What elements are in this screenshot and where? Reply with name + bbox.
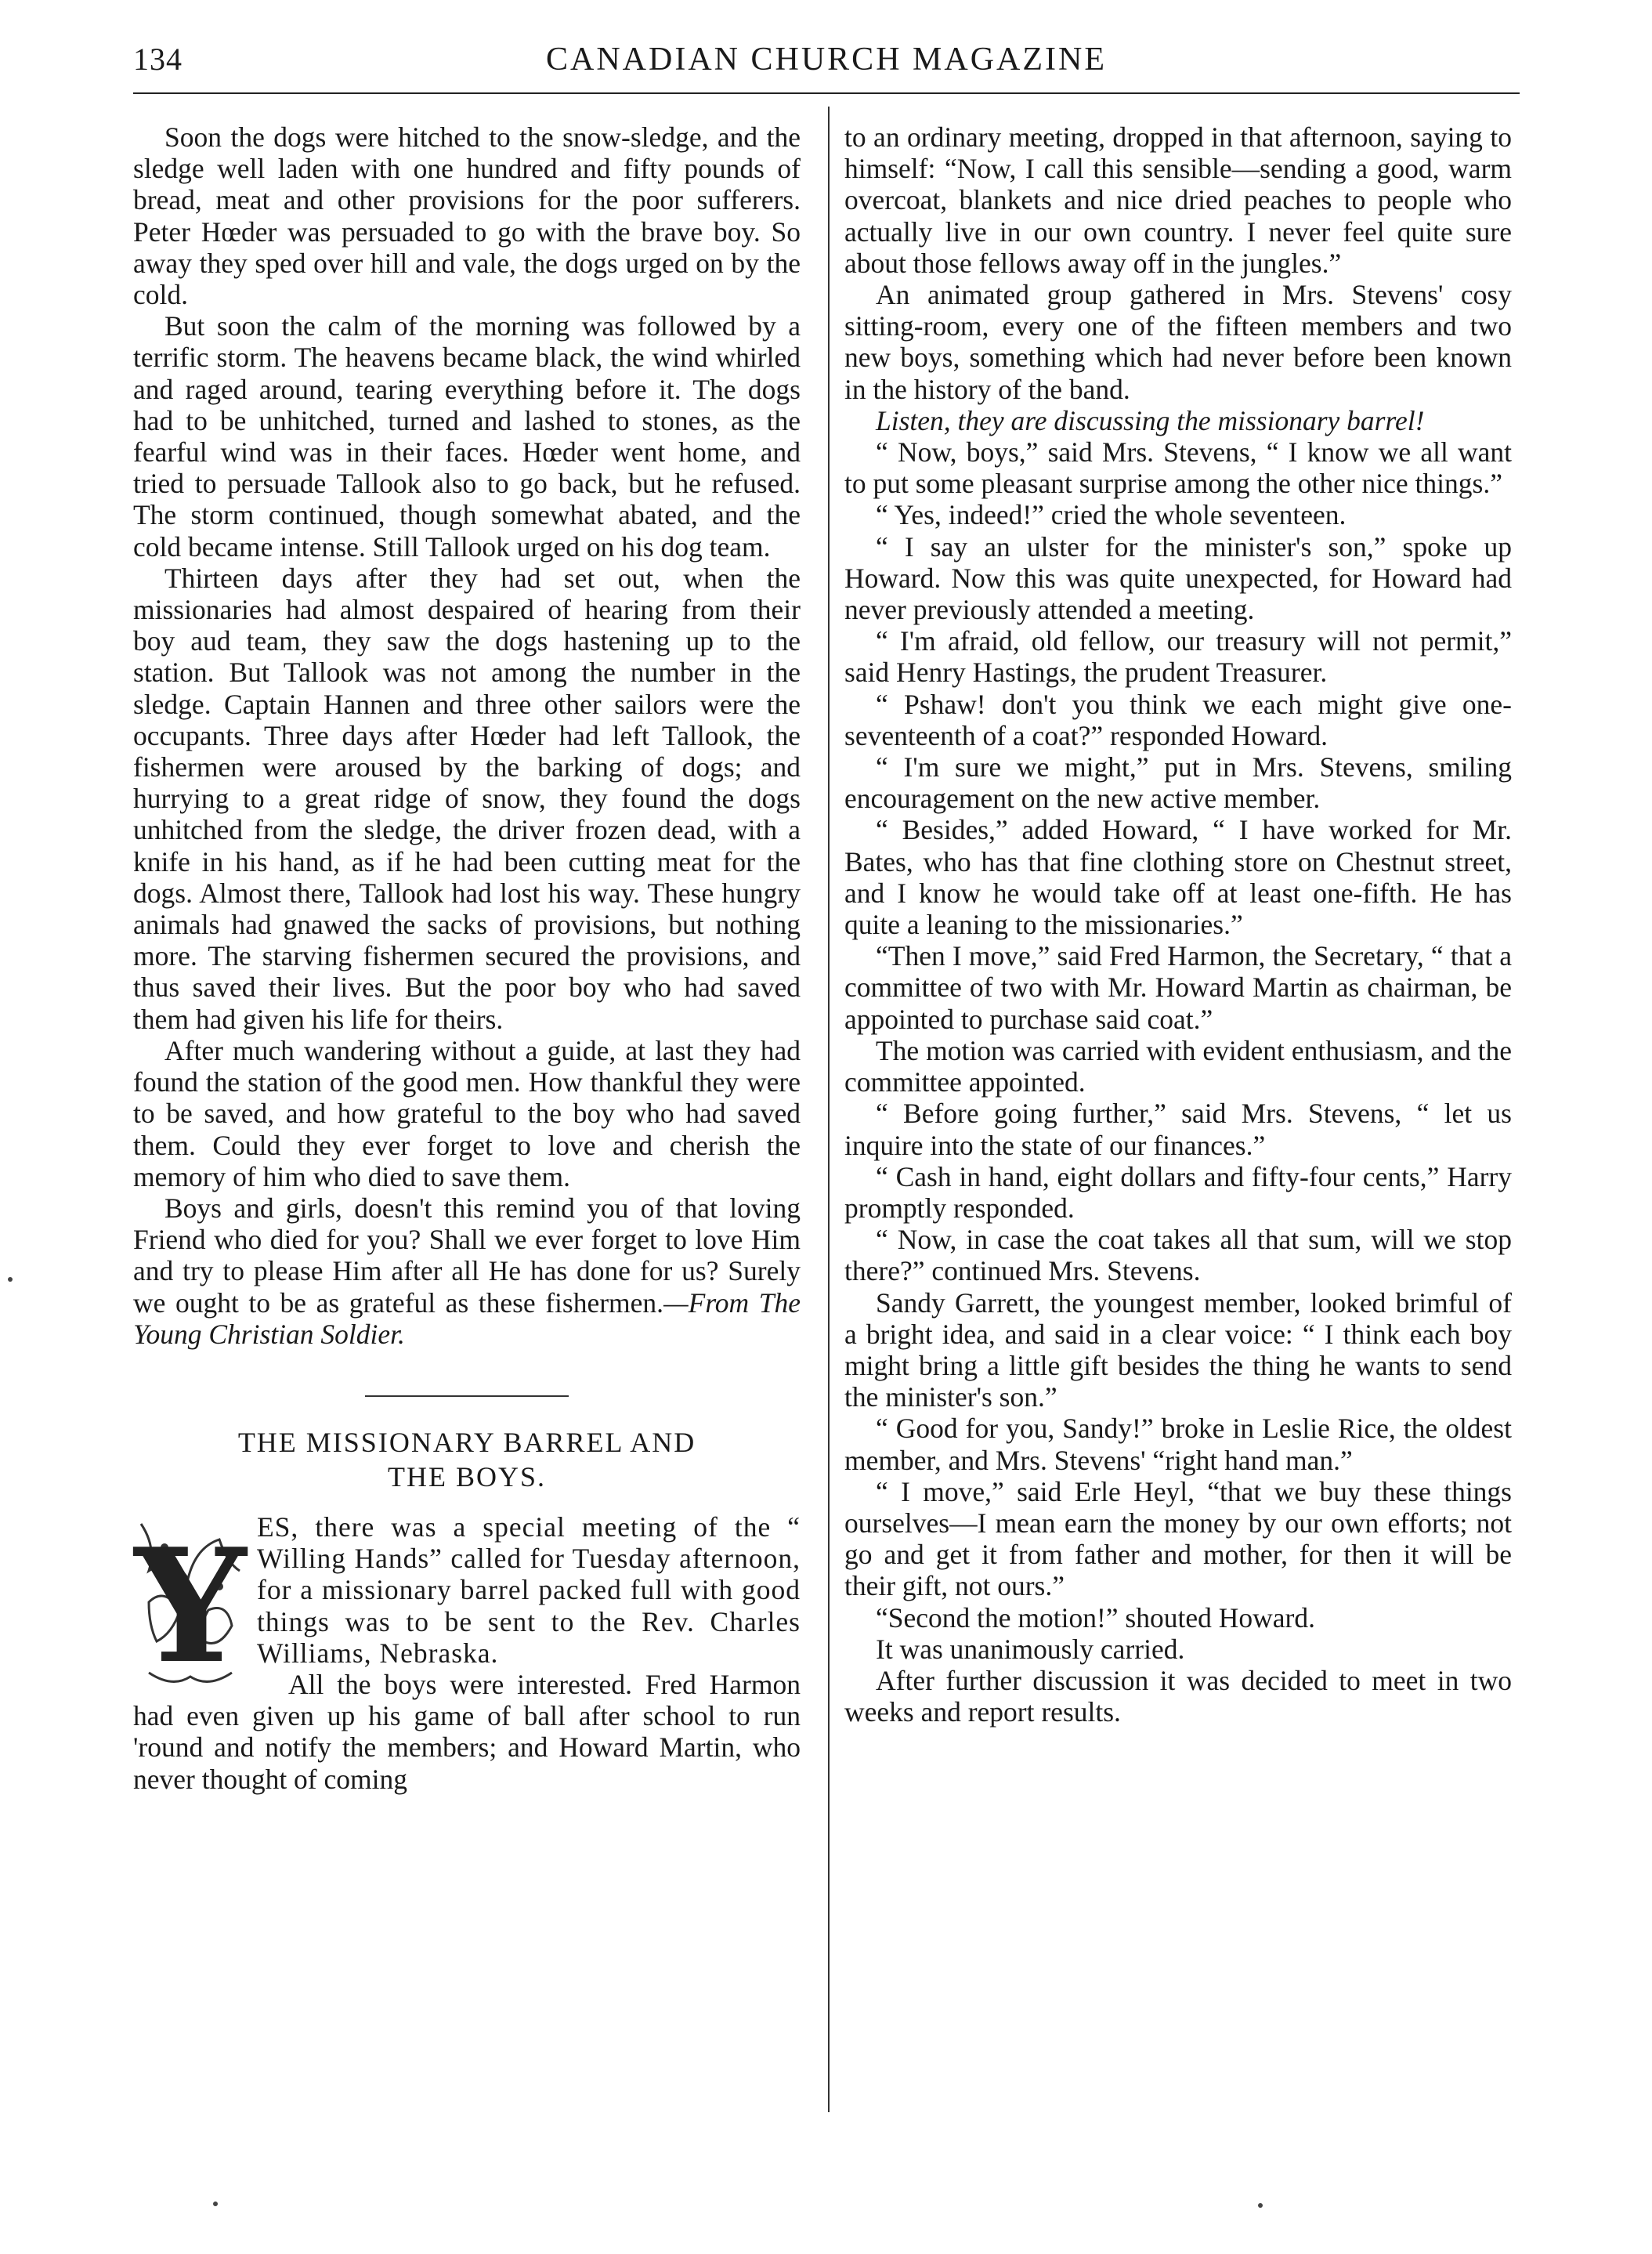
right-paragraph-19: “Second the motion!” shouted Howard. [876,1601,1315,1634]
source-credit: —From The Young Christian Soldier. [133,1286,801,1350]
right-paragraph-3: Listen, they are discussing the missionary barrel! [876,404,1425,436]
right-paragraph-4: “ Now, boys,” said Mrs. Stevens, “ I know we all want to put some pleasant surprise among the other nice things.” [844,436,1512,500]
dropcap-letter: Y [134,1514,247,1699]
header-rule [133,92,1520,94]
print-speck [8,1277,13,1282]
story-opening-text: ES, there was a special meeting of the “ Willing Hands” called for Tuesday afternoon, for a missionary barrel packed full with good things was to be sent to the Rev. Charles Williams, Nebraska. [257,1511,801,1669]
right-paragraph-14: “ Cash in hand, eight dollars and fifty-four cents,” Harry promptly responded. [844,1160,1512,1224]
right-paragraph-20: It was unanimously carried. [876,1633,1185,1665]
print-speck [213,2202,218,2206]
right-paragraph-17: “ Good for you, Sandy!” broke in Leslie Rice, the oldest member, and Mrs. Stevens' “right hand man.” [844,1413,1512,1476]
right-paragraph-6: “ I say an ulster for the minister's son,” spoke up Howard. Now this was quite unexpected, for Howard had never previously attended a meeting. [844,530,1512,626]
page-header [133,41,1520,96]
right-paragraph-21: After further discussion it was decided to meet in two weeks and report results. [844,1664,1512,1728]
right-paragraph-13: “ Before going further,” said Mrs. Stevens, “ let us inquire into the state of our finances.” [844,1098,1512,1161]
section-title-line-1: THE MISSIONARY BARREL AND [237,1426,696,1458]
left-paragraph-1: Soon the dogs were hitched to the snow-sledge, and the sledge well laden with one hundred and fifty pounds of bread, meat and other provisions for the poor sufferers. Peter Hœder was persuaded to go with the brave boy. So away they sped over hill and vale, the dogs urged on by the cold. [133,121,801,311]
column-divider [828,107,830,2112]
ornamental-dropcap [133,1516,248,1698]
right-column [844,121,1512,1728]
right-paragraph-7: “ I'm afraid, old fellow, our treasury will not permit,” said Henry Hastings, the prudent Treasurer. [844,625,1512,689]
right-paragraph-9: “ I'm sure we might,” put in Mrs. Stevens, smiling encouragement on the new active member. [844,751,1512,815]
right-paragraph-11: “Then I move,” said Fred Harmon, the Secretary, “ that a committee of two with Mr. Howard Martin as chairman, be appointed to purchase said coat.” [844,940,1512,1035]
section-divider [365,1395,569,1397]
left-paragraph-3: Thirteen days after they had set out, when the missionaries had almost despaired of hearing from their boy aud team, they saw the dogs hastening up to the station. But Tallook was not among the number in the sledge. Captain Hannen and three other sailors were the occupants. Three days after Hœder had left Tallook, the fishermen were aroused by the barking of dogs; and hurrying to a great ridge of snow, they found the dogs unhitched from the sledge, the driver frozen dead, with a knife in his hand, as if he had been cutting meat for the dogs. Almost there, Tallook had lost his way. These hungry animals had gnawed the sacks of provisions, but nothing more. The starving fishermen secured the provisions, and thus saved their lives. But the poor boy who had saved them had given his life for theirs. [133,562,801,1035]
left-paragraph-2: But soon the calm of the morning was followed by a terrific storm. The heavens became black, the wind whirled and raged around, tearing everything before it. The dogs had to be unhitched, turned and lashed to stones, as the fearful wind was in their faces. Hœder went home, and tried to persuade Tallook also to go back, but he refused. The storm continued, though somewhat abated, and the cold became intense. Still Tallook urged on his dog team. [133,310,801,563]
left-column [133,121,801,1795]
page-number: 134 [133,42,183,77]
right-paragraph-15: “ Now, in case the coat takes all that sum, will we stop there?” continued Mrs. Stevens. [844,1224,1512,1287]
section-title-line-2: THE BOYS. [387,1460,546,1492]
left-paragraph-4: After much wandering without a guide, at last they had found the station of the good men. How thankful they were to be saved, and how grateful to the boy who had saved them. Could they ever forget to love and cherish the memory of him who died to save them. [133,1034,801,1192]
right-paragraph-18: “ I move,” said Erle Heyl, “that we buy these things ourselves—I mean earn the money by our own efforts; not go and get it from father and mother, for then it will be their gift, not ours.” [844,1475,1512,1602]
right-paragraph-1: to an ordinary meeting, dropped in that afternoon, saying to himself: “Now, I call this sensible—sending a good, warm overcoat, blankets and nice dried peaches to people who actually live in our own country. I never feel quite sure about those fellows away off in the jungles.” [844,121,1512,279]
right-paragraph-5: “ Yes, indeed!” cried the whole seventeen. [876,499,1347,531]
closing-text: Boys and girls, doesn't this remind you of that loving Friend who died for you? Shall we ever forget to love Him and try to please Him after all He has done for us? Surely we ought to be as grateful as these fishermen. [133,1192,801,1319]
right-paragraph-12: The motion was carried with evident enthusiasm, and the committee appointed. [844,1034,1512,1098]
left-paragraph-story-2: All the boys were interested. Fred Harmon had even given up his game of ball after school to run 'round and notify the members; and Howard Martin, who never thought of coming [133,1668,801,1795]
left-paragraph-5 [133,1192,801,1350]
right-paragraph-16: Sandy Garrett, the youngest member, looked brimful of a bright idea, and said in a clear voice: “ I think each boy might bring a little gift besides the thing he wants to send the minister's son.” [844,1286,1512,1413]
right-paragraph-8: “ Pshaw! don't you think we each might give one-seventeenth of a coat?” responded Howard. [844,688,1512,751]
right-paragraph-2: An animated group gathered in Mrs. Stevens' cosy sitting-room, every one of the fifteen members and two new boys, something which had never before been known in the history of the band. [844,279,1512,405]
magazine-title: CANADIAN CHURCH MAGAZINE [546,42,1107,78]
story-opening-paragraph [133,1511,801,1699]
section-title [133,1425,801,1494]
right-paragraph-10: “ Besides,” added Howard, “ I have worked for Mr. Bates, who has that fine clothing store on Chestnut street, and I know he would take off at least one-fifth. He has quite a leaning to the missionaries.” [844,814,1512,941]
print-speck [1258,2203,1263,2208]
